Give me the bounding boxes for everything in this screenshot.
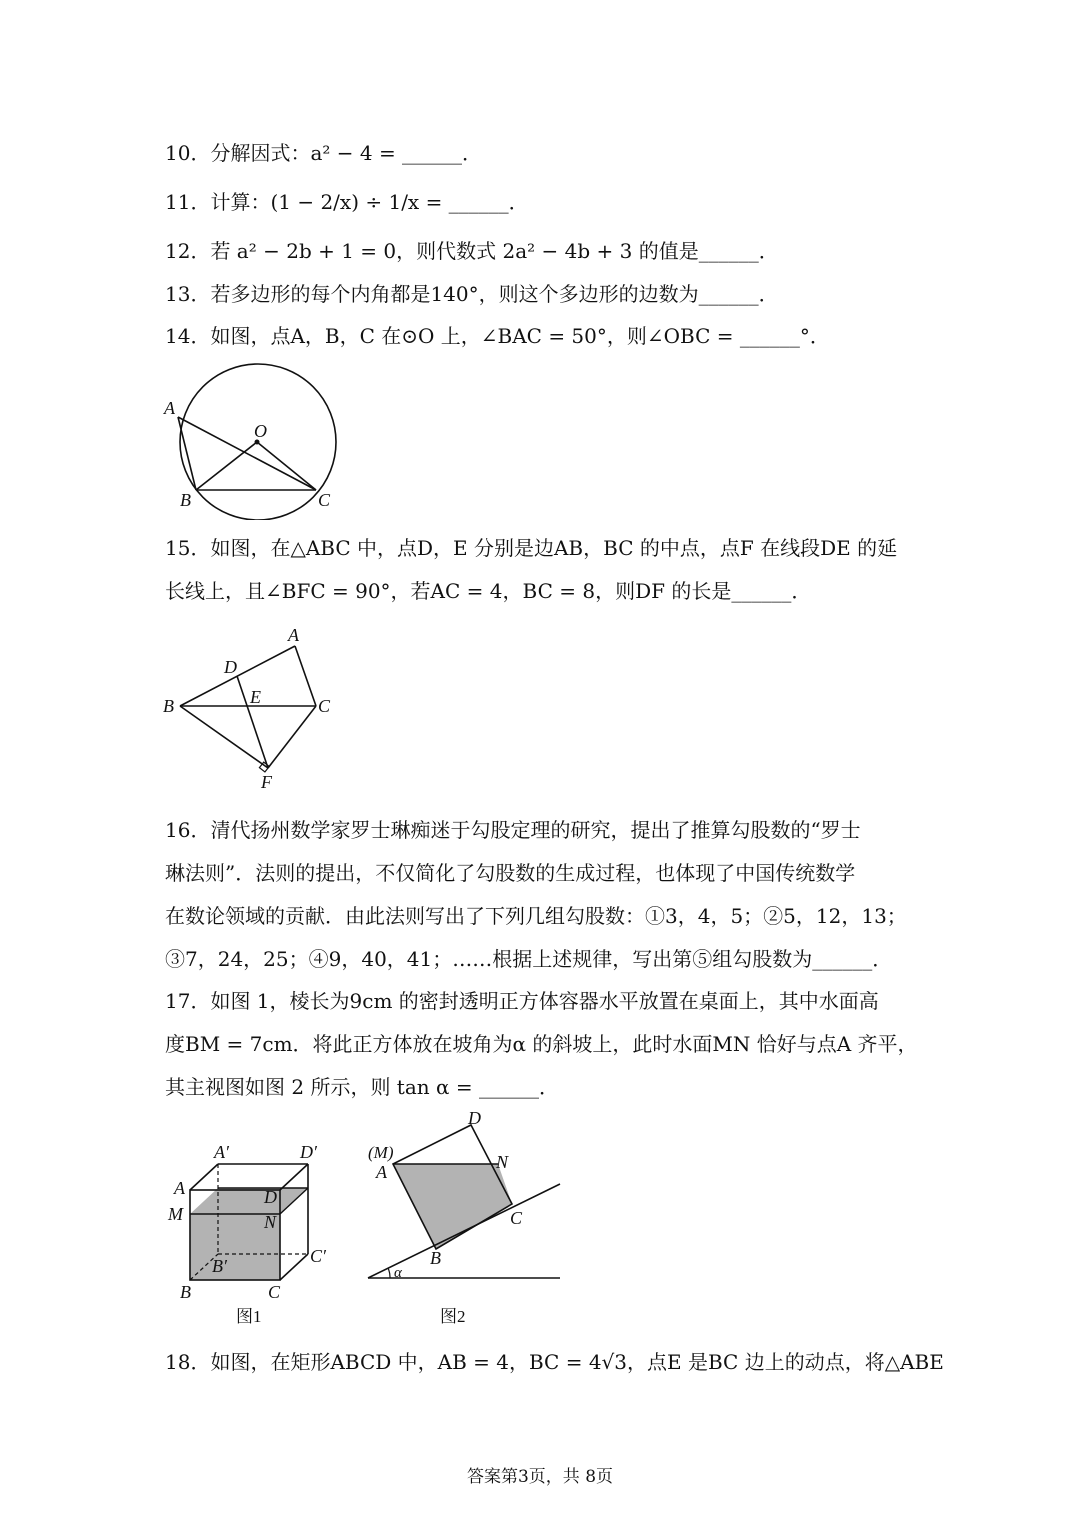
caption-figure-1: 图1: [236, 1307, 262, 1326]
label-c-prime: C′: [310, 1246, 326, 1266]
label-a: A: [376, 1162, 387, 1182]
label-b: B: [180, 490, 191, 510]
label-c: C: [318, 696, 331, 716]
label-f: F: [261, 772, 272, 792]
label-e: E: [250, 687, 261, 707]
label-n: N: [264, 1212, 277, 1232]
label-a: A: [174, 1178, 185, 1198]
question-11: 11．计算：(1 − 2/x) ÷ 1/x = ______．: [165, 190, 529, 214]
label-a: A: [164, 398, 175, 418]
label-c: C: [268, 1282, 281, 1302]
label-m: M: [168, 1204, 183, 1224]
label-d: D: [468, 1108, 481, 1128]
label-d: D: [264, 1187, 277, 1207]
figure-17-cube: [160, 1136, 350, 1336]
label-n: N: [496, 1152, 509, 1172]
question-16-line4: ③7，24，25；④9，40，41；……根据上述规律，写出第⑤组勾股数为______．: [165, 947, 893, 971]
label-b-prime: B′: [212, 1256, 227, 1276]
question-13: 13．若多边形的每个内角都是140°，则这个多边形的边数为______．: [165, 282, 779, 306]
label-m: (M): [368, 1143, 394, 1162]
label-d: D: [224, 657, 237, 677]
question-15-line2: 长线上，且∠BFC = 90°，若AC = 4，BC = 8，则DF 的长是______．: [165, 579, 812, 603]
label-b: B: [180, 1282, 191, 1302]
label-c: C: [510, 1208, 523, 1228]
page-footer: 答案第3页，共 8页: [466, 1467, 614, 1487]
question-14: 14．如图，点A，B，C 在⊙O 上，∠BAC = 50°，则∠OBC = ______°．: [165, 324, 830, 348]
label-b: B: [430, 1248, 441, 1268]
question-18-line1: 18．如图，在矩形ABCD 中，AB = 4，BC = 4√3，点E 是BC 边上的动点，将△ABE: [165, 1350, 944, 1374]
question-16-line3: 在数论领域的贡献．由此法则写出了下列几组勾股数：①3，4，5；②5，12，13；: [165, 904, 907, 928]
question-17-line3: 其主视图如图 2 所示，则 tan α = ______．: [165, 1075, 559, 1099]
figure-17-slope: [360, 1104, 570, 1336]
label-c: C: [318, 490, 331, 510]
label-d-prime: D′: [300, 1142, 317, 1162]
label-o: O: [254, 421, 267, 441]
figure-15-triangle: [160, 622, 350, 797]
label-b: B: [163, 696, 174, 716]
question-16-line1: 16．清代扬州数学家罗士琳痴迷于勾股定理的研究，提出了推算勾股数的“罗士: [165, 818, 861, 842]
caption-figure-2: 图2: [440, 1307, 466, 1326]
label-alpha: α: [394, 1265, 402, 1281]
label-a: A: [288, 625, 299, 645]
question-12: 12．若 a² − 2b + 1 = 0，则代数式 2a² − 4b + 3 的值是______．: [165, 239, 779, 263]
question-17-line1: 17．如图 1，棱长为9cm 的密封透明正方体容器水平放置在桌面上，其中水面高: [165, 989, 879, 1013]
label-a-prime: A′: [214, 1142, 229, 1162]
question-15-line1: 15．如图，在△ABC 中，点D，E 分别是边AB，BC 的中点，点F 在线段DE 的延: [165, 536, 898, 560]
figure-14-circle: [160, 360, 350, 520]
question-10: 10．分解因式：a² − 4 = ______．: [165, 141, 483, 165]
question-16-line2: 琳法则”．法则的提出，不仅简化了勾股数的生成过程，也体现了中国传统数学: [165, 861, 856, 885]
question-17-line2: 度BM = 7cm．将此正方体放在坡角为α 的斜坡上，此时水面MN 恰好与点A 齐平，: [165, 1032, 918, 1056]
